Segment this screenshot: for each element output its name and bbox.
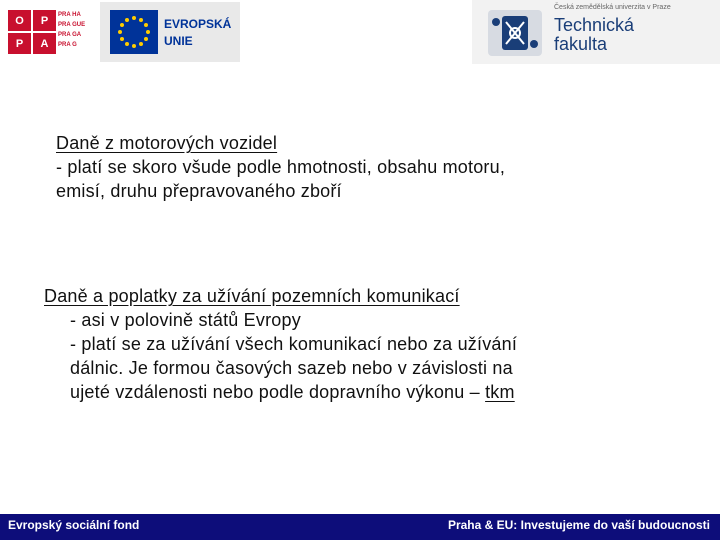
section-road-fees-title: Daně a poplatky za užívání pozemních komunikací bbox=[44, 286, 460, 306]
section-road-fees-line-last bbox=[44, 380, 517, 404]
footer-bar bbox=[0, 514, 720, 540]
footer-right-text: Praha & EU: Investujeme do vaší budoucnosti bbox=[447, 518, 710, 532]
section-vehicle-tax bbox=[56, 131, 505, 203]
section-vehicle-tax-line: emisí, druhu přepravovaného zboří bbox=[56, 181, 342, 201]
eu-text bbox=[164, 16, 231, 50]
praha-line: PRA G bbox=[58, 42, 77, 48]
praha-line: PRA GA bbox=[58, 32, 82, 38]
faculty-emblem-icon bbox=[484, 6, 546, 60]
section-road-fees bbox=[44, 284, 517, 404]
oppa-letter-a: A bbox=[33, 33, 56, 54]
section-road-fees-line: - asi v polovině států Evropy bbox=[70, 310, 301, 330]
university-name: Česká zemědělská univerzita v Praze bbox=[554, 4, 671, 11]
oppa-logo bbox=[8, 10, 56, 54]
oppa-letter-p1: P bbox=[33, 10, 56, 31]
praha-text-block bbox=[58, 10, 98, 54]
faculty-logo bbox=[472, 0, 720, 64]
section-road-fees-line: - platí se za užívání všech komunikací nebo za užívání bbox=[70, 334, 518, 354]
faculty-name bbox=[554, 16, 634, 54]
eu-text-line1: EVROPSKÁ bbox=[164, 17, 232, 31]
unit-tkm: tkm bbox=[485, 382, 515, 402]
eu-logo bbox=[100, 2, 240, 62]
section-vehicle-tax-line: - platí se skoro všude podle hmotnosti, obsahu motoru, bbox=[56, 157, 506, 177]
eu-text-line2: UNIE bbox=[164, 34, 193, 48]
section-vehicle-tax-title: Daně z motorových vozidel bbox=[56, 133, 278, 153]
praha-line: PRA HA bbox=[58, 12, 81, 18]
oppa-letter-o: O bbox=[8, 10, 31, 31]
faculty-name-line1: Technická bbox=[554, 15, 635, 35]
faculty-name-line2: fakulta bbox=[554, 34, 608, 54]
oppa-letter-p2: P bbox=[8, 33, 31, 54]
section-road-fees-line: dálnic. Je formou časových sazeb nebo v závislosti na bbox=[70, 358, 513, 378]
footer-left-text: Evropský sociální fond bbox=[8, 518, 140, 532]
praha-line: PRA GUE bbox=[58, 22, 86, 28]
eu-flag-icon bbox=[110, 10, 158, 54]
section-road-fees-line-text: ujeté vzdálenosti nebo podle dopravního výkonu – bbox=[70, 382, 486, 402]
header-bar bbox=[0, 0, 720, 66]
